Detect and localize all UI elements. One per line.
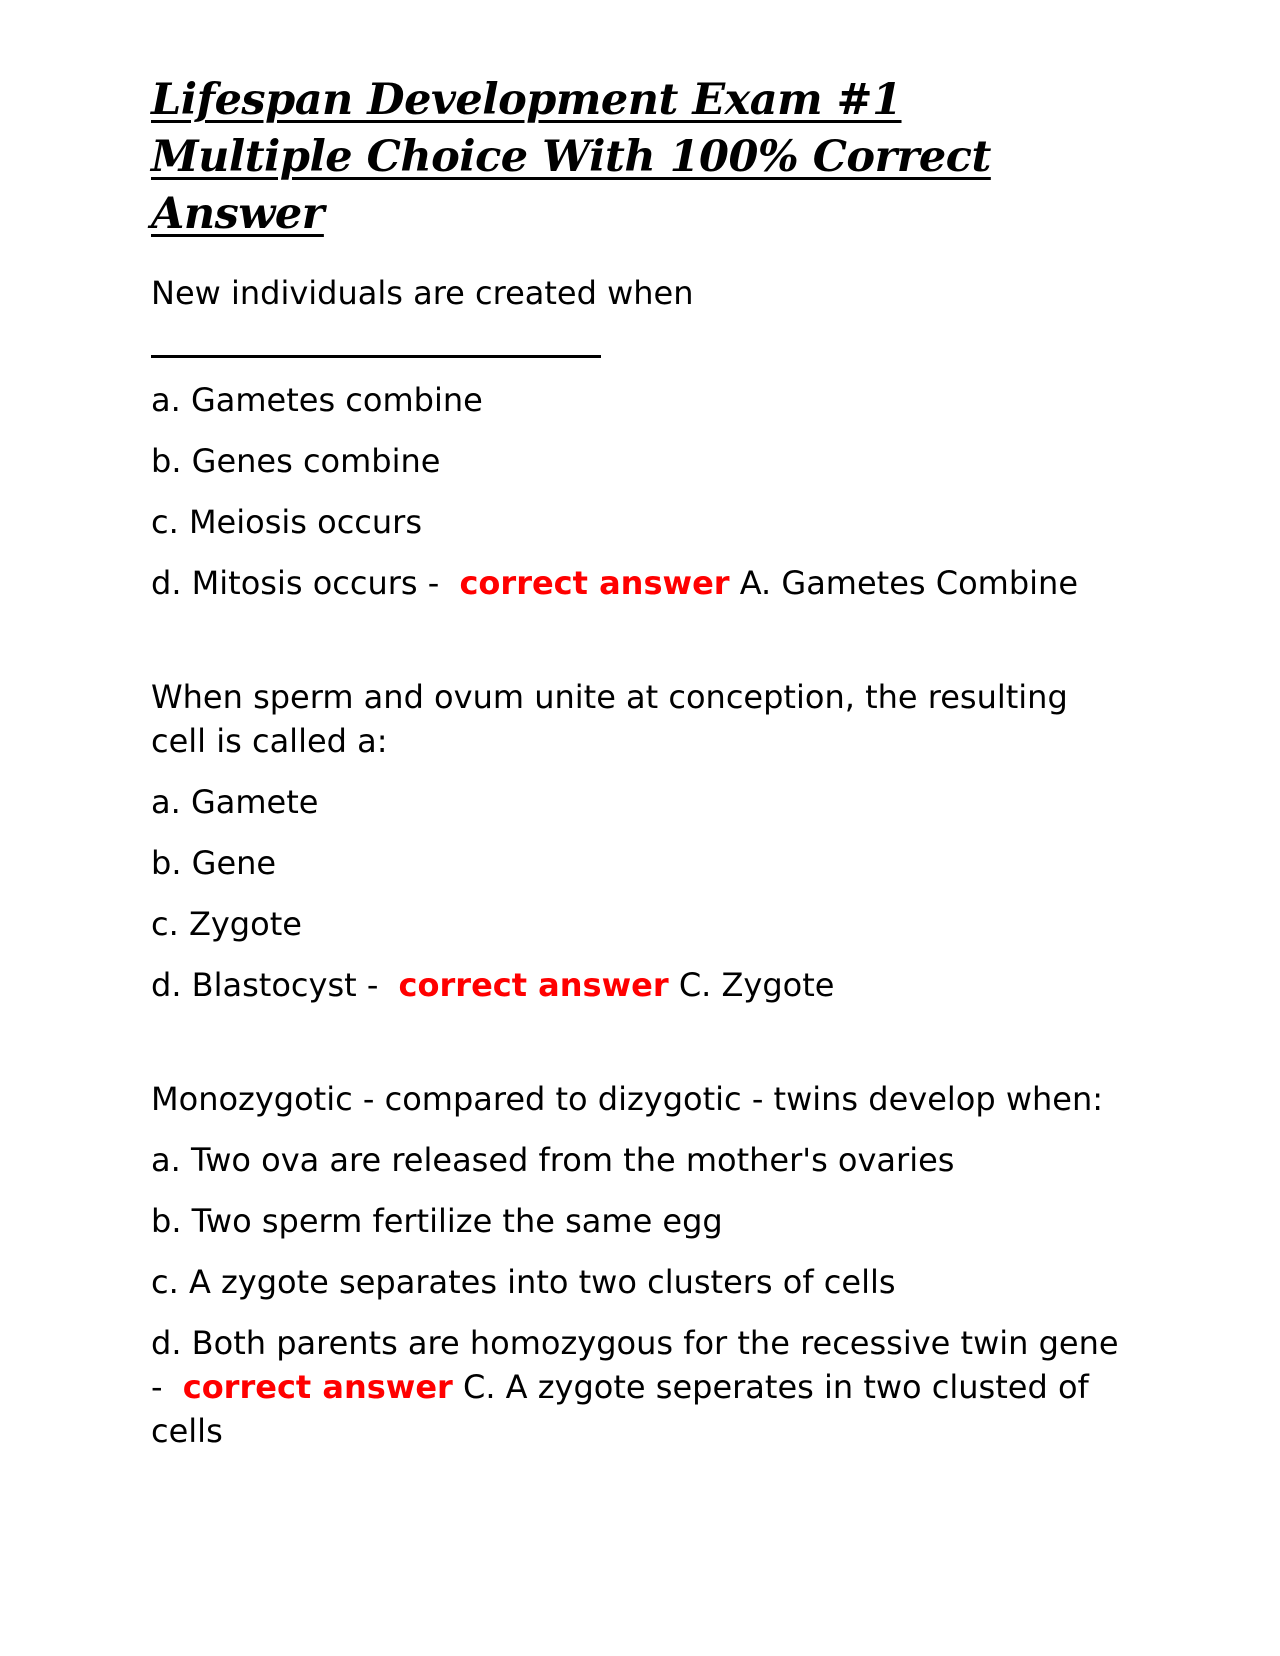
option-d: d. Blastocyst -	[151, 966, 389, 1004]
option-c: c. Meiosis occurs	[151, 503, 422, 541]
option-d: d. Both parents are homozygous for the recessive twin gene -	[151, 1324, 1119, 1406]
correct-answer-label: correct answer	[459, 564, 730, 602]
option-d-with-answer	[151, 963, 1131, 1007]
answer-blank-line	[151, 355, 601, 358]
correct-answer-text: C. A zygote seperates in two clusted of cells	[151, 1368, 1089, 1450]
option-d-with-answer	[151, 1321, 1131, 1453]
document-page	[151, 72, 1131, 1453]
option-d: d. Mitosis occurs -	[151, 564, 450, 602]
correct-answer-text: C. Zygote	[668, 966, 835, 1004]
question-2	[151, 675, 1131, 1007]
option-c: c. A zygote separates into two clusters of cells	[151, 1263, 896, 1301]
option-d-with-answer	[151, 561, 1131, 605]
question-1	[151, 271, 1131, 605]
question-3	[151, 1077, 1131, 1453]
option-a: a. Gametes combine	[151, 381, 483, 419]
option-a: a. Two ova are released from the mother's ovaries	[151, 1141, 955, 1179]
question-prompt: Monozygotic - compared to dizygotic - twins develop when:	[151, 1080, 1104, 1118]
question-prompt: New individuals are created when	[151, 274, 694, 312]
correct-answer-label: correct answer	[398, 966, 669, 1004]
option-b: b. Gene	[151, 844, 277, 882]
correct-answer-label: correct answer	[182, 1368, 453, 1406]
option-b: b. Genes combine	[151, 442, 441, 480]
option-b: b. Two sperm fertilize the same egg	[151, 1202, 723, 1240]
question-prompt: When sperm and ovum unite at conception, the resulting cell is called a:	[151, 678, 1068, 760]
option-c: c. Zygote	[151, 905, 302, 943]
correct-answer-text: A. Gametes Combine	[729, 564, 1078, 602]
document-title: Lifespan Development Exam #1 Multiple Choice With 100% Correct Answer	[151, 75, 991, 239]
option-a: a. Gamete	[151, 783, 319, 821]
